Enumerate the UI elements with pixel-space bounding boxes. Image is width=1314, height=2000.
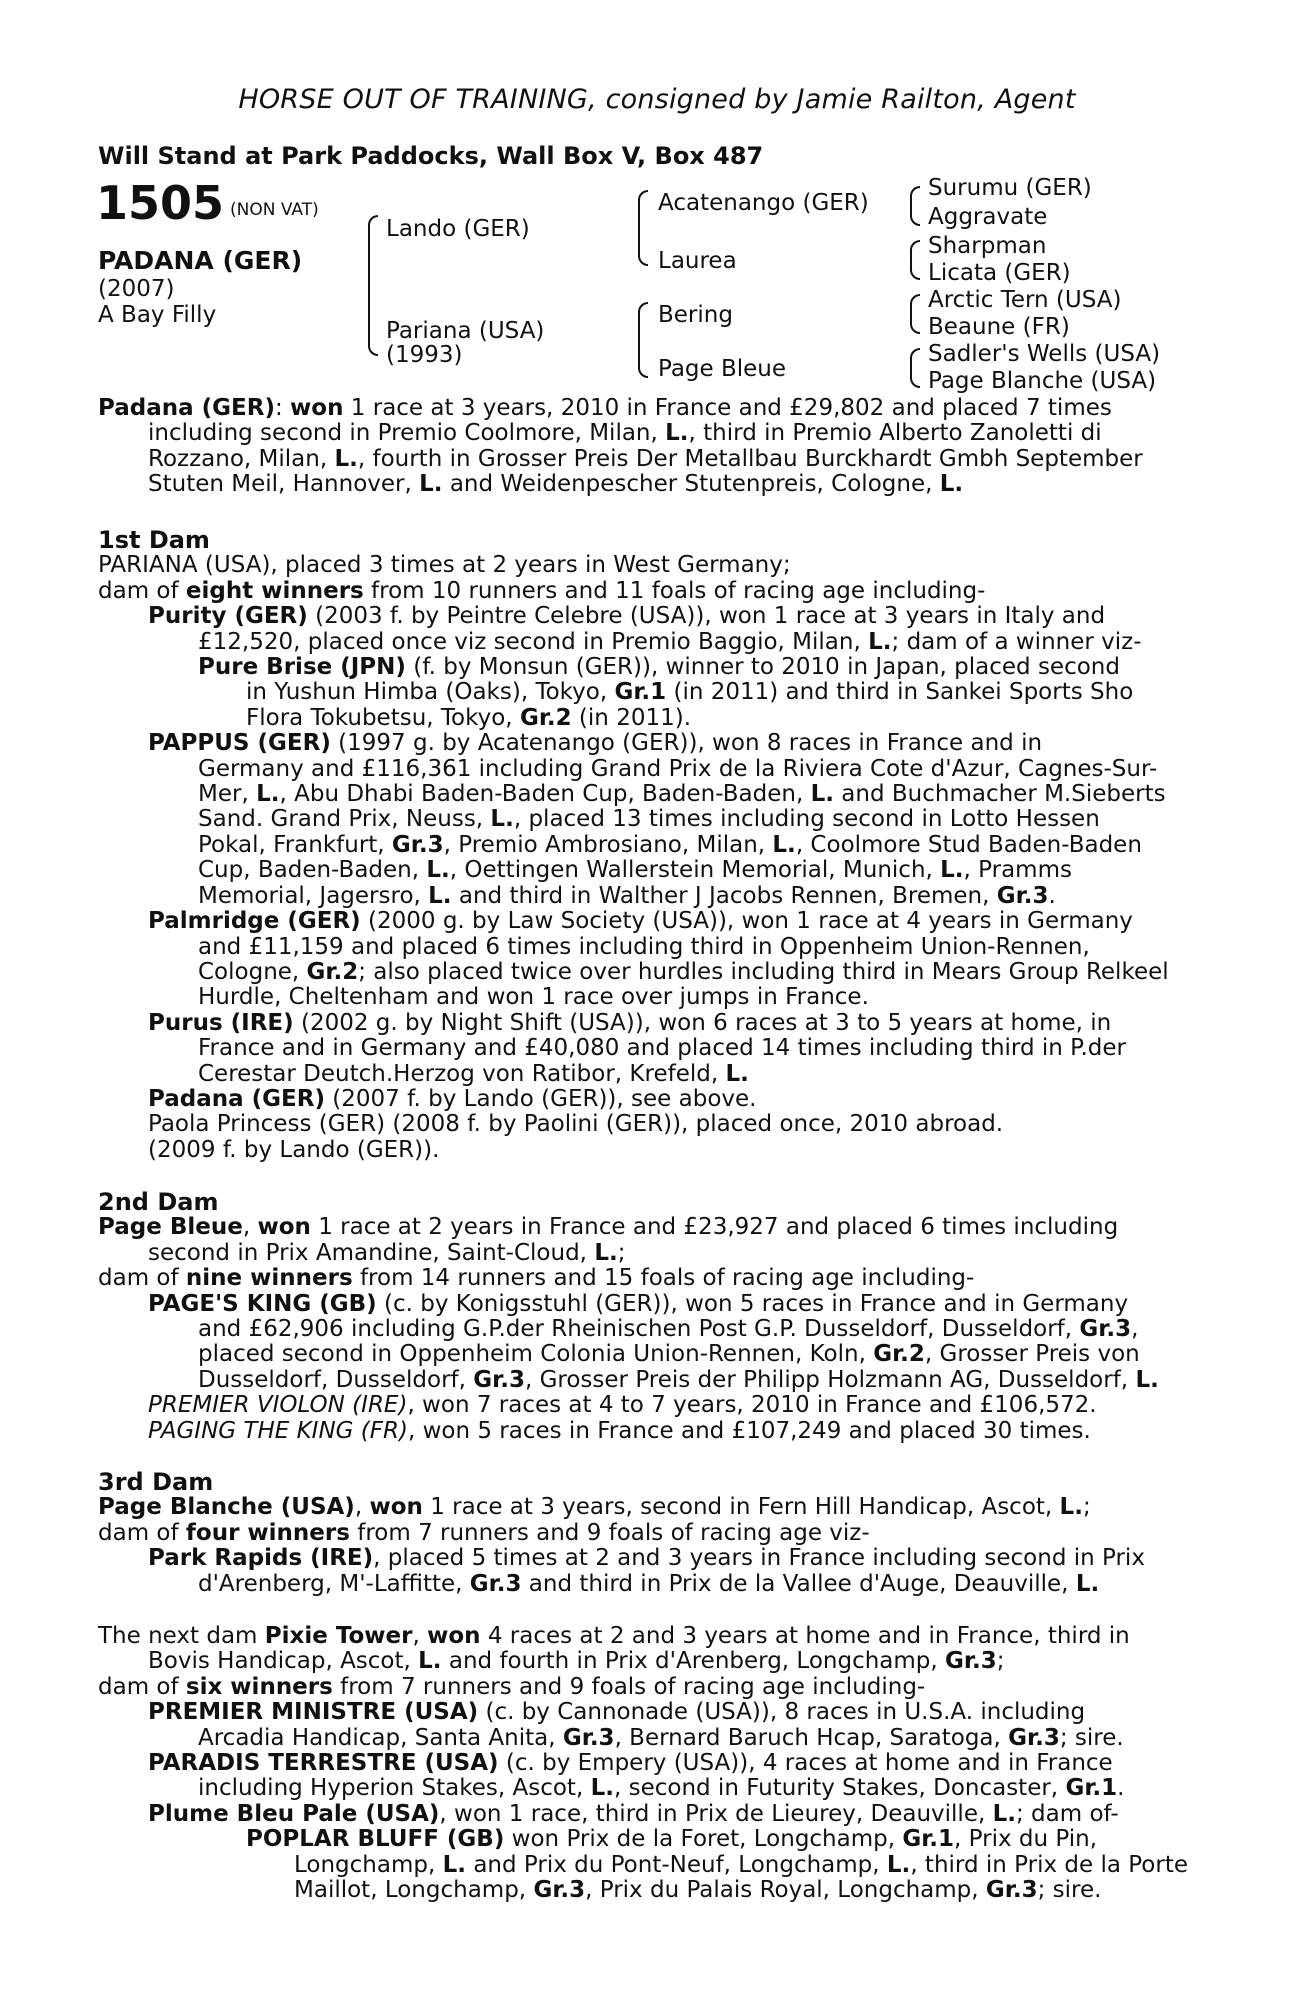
produce-name: PAPPUS (GER) — [148, 730, 331, 757]
text: , fourth in Grosser Preis Der Metallbau Burckhardt Gmbh September — [357, 445, 1143, 472]
third-dam-heading: 3rd Dam — [98, 1468, 214, 1496]
text: 1 race at 2 years in France and £23,927 and placed 6 times including — [310, 1214, 1119, 1241]
produce-line — [98, 960, 1202, 985]
text: Stuten Meil, Hannover, — [148, 471, 420, 498]
produce-line — [98, 731, 1202, 756]
text: won Prix de la Foret, Longchamp, — [504, 1826, 903, 1853]
text: . — [1048, 882, 1056, 909]
produce-line: Germany and £116,361 including Grand Prix de la Riviera Cote d'Azur, Cagnes-Sur- — [198, 755, 1158, 782]
dam-name-bold: Pixie Tower — [264, 1623, 413, 1649]
catalogue-header: HORSE OUT OF TRAINING, consigned by Jamie Railton, Agent — [238, 84, 1076, 115]
text: (1997 g. by Acatenango (GER)), won 8 races in France and in — [330, 730, 1043, 757]
text: : — [274, 395, 291, 421]
pedigree-sss: Surumu (GER) — [928, 175, 1092, 201]
listed-bold: L. — [772, 831, 796, 858]
produce-name: Palmridge (GER) — [148, 908, 361, 935]
produce-line — [98, 1011, 1202, 1036]
text: and fourth in Prix d'Arenberg, Longchamp, — [441, 1648, 946, 1675]
listed-bold: L. — [940, 857, 964, 884]
produce-line — [98, 1878, 1202, 1903]
group-bold: Gr.3 — [945, 1648, 997, 1675]
listed-bold: L. — [992, 1800, 1016, 1827]
listed-bold: L. — [428, 882, 452, 909]
winners-bold: nine winners — [185, 1265, 353, 1292]
produce-line — [98, 1546, 1202, 1571]
vat-note: (NON VAT) — [230, 200, 319, 220]
text: dam of — [98, 1265, 186, 1292]
text: , — [1131, 1316, 1139, 1343]
produce-line — [98, 1572, 1202, 1597]
produce-line — [98, 1700, 1202, 1725]
listed-bold: L. — [594, 1239, 618, 1266]
record-line — [98, 472, 1202, 497]
stand-location: Will Stand at Park Paddocks, Wall Box V, Box 487 — [98, 142, 764, 170]
listed-bold: L. — [256, 781, 280, 808]
text: , Oettingen Wallerstein Memorial, Munich, — [449, 857, 941, 884]
first-dam-heading: 1st Dam — [98, 526, 210, 554]
text: and third in Walther J Jacobs Rennen, Bremen, — [451, 882, 997, 909]
group-bold: Gr.3 — [533, 1877, 586, 1904]
won-bold: won — [369, 1494, 423, 1521]
produce-line: Hurdle, Cheltenham and won 1 race over jumps in France. — [198, 984, 869, 1011]
pedigree-sire-dam: Laurea — [658, 248, 737, 274]
pedigree-dds: Sadler's Wells (USA) — [928, 341, 1161, 367]
dam-line — [98, 1215, 1202, 1240]
produce-name: Pure Brise (JPN) — [198, 654, 406, 681]
group-bold: Gr.1 — [902, 1826, 955, 1853]
produce-line — [98, 909, 1202, 934]
dam-line — [98, 1521, 1202, 1546]
first-dam-section — [98, 528, 1202, 1163]
pedigree-dsd: Beaune (FR) — [928, 314, 1070, 340]
listed-bold: L. — [590, 1775, 614, 1802]
text: , — [412, 1623, 428, 1649]
text: (c. by Empery (USA)), 4 races at home and in France — [498, 1750, 1113, 1777]
text: (in 2011) and third in Sankei Sports Sho — [666, 679, 1134, 706]
group-bold: Gr.3 — [473, 1366, 525, 1393]
group-bold: Gr.3 — [469, 1570, 522, 1597]
text: and Buchmacher M.Sieberts — [833, 781, 1166, 808]
text: Arcadia Handicap, Santa Anita, — [198, 1724, 563, 1751]
won-bold: won — [290, 395, 344, 421]
produce-line — [98, 655, 1202, 680]
text: dam of — [98, 1673, 186, 1700]
text: ; dam of a winner viz- — [891, 628, 1142, 655]
dam-line — [98, 1495, 1202, 1520]
text: dam of — [98, 1519, 186, 1546]
produce-name: Plume Bleu Pale (USA) — [148, 1800, 440, 1827]
produce-name: Park Rapids (IRE) — [148, 1545, 374, 1572]
dam-name-bold: Page Bleue — [98, 1214, 243, 1241]
produce-line — [98, 1292, 1202, 1317]
produce-line — [98, 782, 1202, 807]
group-bold: Gr.3 — [985, 1877, 1038, 1904]
record-line — [98, 421, 1202, 446]
produce-name-italic: PAGING THE KING (FR) — [148, 1417, 408, 1444]
text: Dusseldorf, Dusseldorf, — [198, 1366, 474, 1393]
produce-name: Purity (GER) — [148, 603, 308, 630]
won-bold: won — [427, 1623, 481, 1649]
text: Longchamp, — [294, 1851, 443, 1878]
listed-bold: L. — [334, 445, 358, 472]
group-bold: Gr.3 — [996, 882, 1049, 909]
pedigree-bracket-sire-parents — [638, 190, 648, 266]
text: including Hyperion Stakes, Ascot, — [198, 1775, 591, 1802]
text: Cerestar Deutch.Herzog von Ratibor, Krefeld, — [198, 1060, 726, 1087]
text: from 10 runners and 11 foals of racing age including- — [363, 577, 986, 604]
pedigree-bracket-gg3 — [910, 294, 920, 334]
produce-line — [98, 1317, 1202, 1342]
text: (c. by Cannonade (USA)), 8 races in U.S.A. including — [478, 1699, 1086, 1726]
text: , Grosser Preis von — [924, 1341, 1140, 1368]
produce-line — [98, 1419, 1202, 1444]
text: Sand. Grand Prix, Neuss, — [198, 806, 491, 833]
pedigree-dam-sire: Bering — [658, 302, 733, 328]
produce-line — [98, 833, 1202, 858]
produce-name: PAGE'S KING (GB) — [148, 1290, 377, 1317]
text: and £62,906 including G.P.der Rheinischen Post G.P. Dusseldorf, Dusseldorf, — [198, 1316, 1080, 1343]
second-dam-section — [98, 1190, 1202, 1444]
text: . — [1117, 1775, 1125, 1802]
listed-bold: L. — [490, 806, 514, 833]
text: Cup, Baden-Baden, — [198, 857, 427, 884]
won-bold: won — [257, 1214, 311, 1241]
pedigree-ddd: Page Blanche (USA) — [928, 368, 1157, 394]
pedigree-bracket-gg2 — [910, 240, 920, 280]
text: , placed 5 times at 2 and 3 years in France including second in Prix — [373, 1545, 1145, 1572]
text: second in Prix Amandine, Saint-Cloud, — [148, 1239, 595, 1266]
text: d'Arenberg, M'-Laffitte, — [198, 1570, 470, 1597]
text: 1 race at 3 years, second in Fern Hill Handicap, Ascot, — [422, 1494, 1060, 1521]
group-bold: Gr.3 — [391, 831, 444, 858]
dam-line — [98, 1266, 1202, 1291]
pedigree-sdd: Licata (GER) — [928, 260, 1071, 286]
listed-bold: L. — [442, 1851, 467, 1878]
listed-bold: L. — [810, 781, 834, 808]
text: Maillot, Longchamp, — [294, 1877, 534, 1904]
group-bold: Gr.2 — [519, 704, 572, 731]
dam-name-bold: Page Blanche (USA) — [98, 1494, 355, 1521]
text: 1 race at 3 years, 2010 in France and £29,802 and placed 7 times — [343, 395, 1112, 421]
listed-bold: L. — [426, 857, 450, 884]
text: ; dam of- — [1016, 1800, 1119, 1827]
text: , — [354, 1494, 370, 1521]
group-bold: Gr.2 — [306, 958, 359, 985]
text: ; — [996, 1648, 1005, 1675]
text: from 14 runners and 15 foals of racing age including- — [352, 1265, 975, 1292]
pedigree-dam: Pariana (USA) — [386, 318, 545, 344]
text: (c. by Konigsstuhl (GER)), won 5 races in France and in Germany — [376, 1290, 1129, 1317]
produce-name: PREMIER MINISTRE (USA) — [148, 1699, 479, 1726]
lot-number-value: 1505 — [96, 176, 225, 230]
text: placed second in Oppenheim Colonia Union-Rennen, Koln, — [198, 1341, 874, 1368]
produce-name: Purus (IRE) — [148, 1009, 294, 1036]
text: , Premio Ambrosiano, Milan, — [443, 831, 773, 858]
pedigree-bracket-sire-dam — [368, 215, 378, 356]
produce-line — [98, 884, 1202, 909]
horse-name: PADANA (GER) — [98, 246, 303, 275]
produce-line: Paola Princess (GER) (2008 f. by Paolini (GER)), placed once, 2010 abroad. — [148, 1111, 1004, 1138]
pedigree-bracket-gg1 — [910, 186, 920, 226]
produce-line — [98, 1827, 1202, 1852]
text: Pokal, Frankfurt, — [198, 831, 392, 858]
horse-year: (2007) — [98, 276, 175, 302]
text: ; sire. — [1037, 1877, 1102, 1904]
text: , third in Prix de la Porte — [910, 1851, 1188, 1878]
pedigree-dam-dam: Page Bleue — [658, 356, 787, 382]
text: , won 5 races in France and £107,249 and placed 30 times. — [407, 1417, 1091, 1444]
text: , third in Premio Alberto Zanoletti di — [688, 420, 1102, 447]
text: including second in Premio Coolmore, Milan, — [148, 420, 666, 447]
pedigree-dss: Arctic Tern (USA) — [928, 287, 1122, 313]
produce-line: France and in Germany and £40,080 and placed 14 times including third in P.der — [198, 1035, 1126, 1062]
text: , Grosser Preis der Philipp Holzmann AG, Dusseldorf, — [524, 1366, 1136, 1393]
text: from 7 runners and 9 foals of racing age including- — [332, 1673, 926, 1700]
produce-line — [98, 1368, 1202, 1393]
text: dam of — [98, 577, 186, 604]
text: , placed 13 times including second in Lotto Hessen — [513, 806, 1100, 833]
listed-bold: L. — [419, 471, 443, 498]
dam-line — [98, 1649, 1202, 1674]
pedigree-sds: Sharpman — [928, 233, 1047, 259]
record-line — [98, 396, 1202, 421]
produce-name: POPLAR BLUFF (GB) — [246, 1826, 505, 1853]
listed-bold: L. — [886, 1851, 911, 1878]
produce-line: (2009 f. by Lando (GER)). — [148, 1136, 440, 1163]
produce-line — [98, 858, 1202, 883]
produce-line — [98, 1342, 1202, 1367]
text: (2000 g. by Law Society (USA)), won 1 race at 4 years in Germany — [360, 908, 1133, 935]
produce-line — [98, 1393, 1202, 1418]
produce-line — [98, 680, 1202, 705]
text: Memorial, Jagersro, — [198, 882, 429, 909]
listed-bold: L. — [1075, 1570, 1100, 1597]
text: and Prix du Pont-Neuf, Longchamp, — [466, 1851, 887, 1878]
dam-line — [98, 1624, 1202, 1649]
listed-bold: L. — [665, 420, 689, 447]
text: (2003 f. by Peintre Celebre (USA)), won 1 race at 3 years in Italy and — [307, 603, 1106, 630]
dam-line — [98, 579, 1202, 604]
winners-bold: six winners — [185, 1673, 333, 1700]
text: , Prix du Palais Royal, Longchamp, — [585, 1877, 986, 1904]
group-bold: Gr.3 — [562, 1724, 615, 1751]
text: ; sire. — [1059, 1724, 1124, 1751]
winners-bold: four winners — [185, 1519, 350, 1546]
text: , won 7 races at 4 to 7 years, 2010 in France and £106,572. — [407, 1392, 1097, 1419]
text: , Pramms — [963, 857, 1072, 884]
dam-line — [98, 1241, 1202, 1266]
produce-line — [98, 1776, 1202, 1801]
listed-bold: L. — [418, 1648, 442, 1675]
produce-name: PARADIS TERRESTRE (USA) — [148, 1750, 499, 1777]
text: , Coolmore Stud Baden-Baden — [795, 831, 1142, 858]
text: Mer, — [198, 781, 257, 808]
produce-name-italic: PREMIER VIOLON (IRE) — [148, 1392, 408, 1419]
listed-bold: L. — [1135, 1366, 1159, 1393]
text: ; — [617, 1239, 626, 1266]
text: (f. by Monsun (GER)), winner to 2010 in Japan, placed second — [405, 654, 1120, 681]
produce-line — [98, 1087, 1202, 1112]
text: and third in Prix de la Vallee d'Auge, Deauville, — [521, 1570, 1076, 1597]
text: (2007 f. by Lando (GER)), see above. — [324, 1085, 757, 1112]
group-bold: Gr.2 — [873, 1341, 925, 1368]
group-bold: Gr.3 — [1079, 1316, 1132, 1343]
text: and Weidenpescher Stutenpreis, Cologne, — [442, 471, 940, 498]
pedigree-bracket-dam-parents — [638, 302, 648, 378]
next-dam-section — [98, 1624, 1202, 1903]
text: Bovis Handicap, Ascot, — [148, 1648, 419, 1675]
text: from 7 runners and 9 foals of racing age viz- — [349, 1519, 870, 1546]
race-record — [98, 396, 1202, 498]
produce-line — [98, 706, 1202, 731]
horse-name-bold: Padana (GER) — [98, 395, 275, 421]
pedigree-sire-sire: Acatenango (GER) — [658, 190, 869, 216]
text: ; also placed twice over hurdles including third in Mears Group Relkeel — [358, 958, 1169, 985]
text: 4 races at 2 and 3 years at home and in France, third in — [480, 1623, 1130, 1649]
horse-description: A Bay Filly — [98, 302, 217, 328]
text: , — [242, 1214, 258, 1241]
listed-bold: L. — [725, 1060, 749, 1087]
produce-line — [98, 807, 1202, 832]
pedigree-bracket-gg4 — [910, 348, 920, 388]
record-line — [98, 447, 1202, 472]
listed-bold: L. — [1059, 1494, 1083, 1521]
text: , Bernard Baruch Hcap, Saratoga, — [614, 1724, 1009, 1751]
produce-line: and £11,159 and placed 6 times including third in Oppenheim Union-Rennen, — [198, 933, 1090, 960]
text: The next dam — [98, 1623, 265, 1649]
produce-line — [98, 1062, 1202, 1087]
text: Rozzano, Milan, — [148, 445, 335, 472]
text: in Yushun Himba (Oaks), Tokyo, — [246, 679, 615, 706]
text: , won 1 race, third in Prix de Lieurey, Deauville, — [439, 1800, 993, 1827]
text: , Abu Dhabi Baden-Baden Cup, Baden-Baden, — [279, 781, 811, 808]
text: (2002 g. by Night Shift (USA)), won 6 races at 3 to 5 years at home, in — [293, 1009, 1112, 1036]
text: £12,520, placed once viz second in Premio Baggio, Milan, — [198, 628, 869, 655]
group-bold: Gr.1 — [614, 679, 667, 706]
third-dam-section — [98, 1470, 1202, 1597]
text: (in 2011). — [571, 704, 692, 731]
text: Flora Tokubetsu, Tokyo, — [246, 704, 520, 731]
pedigree-sire: Lando (GER) — [386, 216, 530, 242]
produce-name: Padana (GER) — [148, 1085, 325, 1112]
winners-bold: eight winners — [185, 577, 364, 604]
produce-line — [98, 1751, 1202, 1776]
listed-bold: L. — [939, 471, 964, 498]
produce-line — [98, 1853, 1202, 1878]
text: , second in Futurity Stakes, Doncaster, — [613, 1775, 1066, 1802]
produce-line — [98, 630, 1202, 655]
group-bold: Gr.3 — [1008, 1724, 1060, 1751]
produce-line — [98, 604, 1202, 629]
produce-line — [98, 1802, 1202, 1827]
second-dam-heading: 2nd Dam — [98, 1188, 219, 1216]
produce-line — [98, 1726, 1202, 1751]
lot-number — [96, 178, 319, 235]
pedigree-ssd: Aggravate — [928, 204, 1048, 230]
text: Cologne, — [198, 958, 307, 985]
listed-bold: L. — [868, 628, 892, 655]
group-bold: Gr.1 — [1065, 1775, 1118, 1802]
text: , Prix du Pin, — [954, 1826, 1098, 1853]
text: ; — [1082, 1494, 1091, 1521]
dam-line — [98, 1675, 1202, 1700]
dam-line: PARIANA (USA), placed 3 times at 2 years in West Germany; — [98, 552, 791, 579]
pedigree-dam-year: (1993) — [386, 342, 463, 368]
